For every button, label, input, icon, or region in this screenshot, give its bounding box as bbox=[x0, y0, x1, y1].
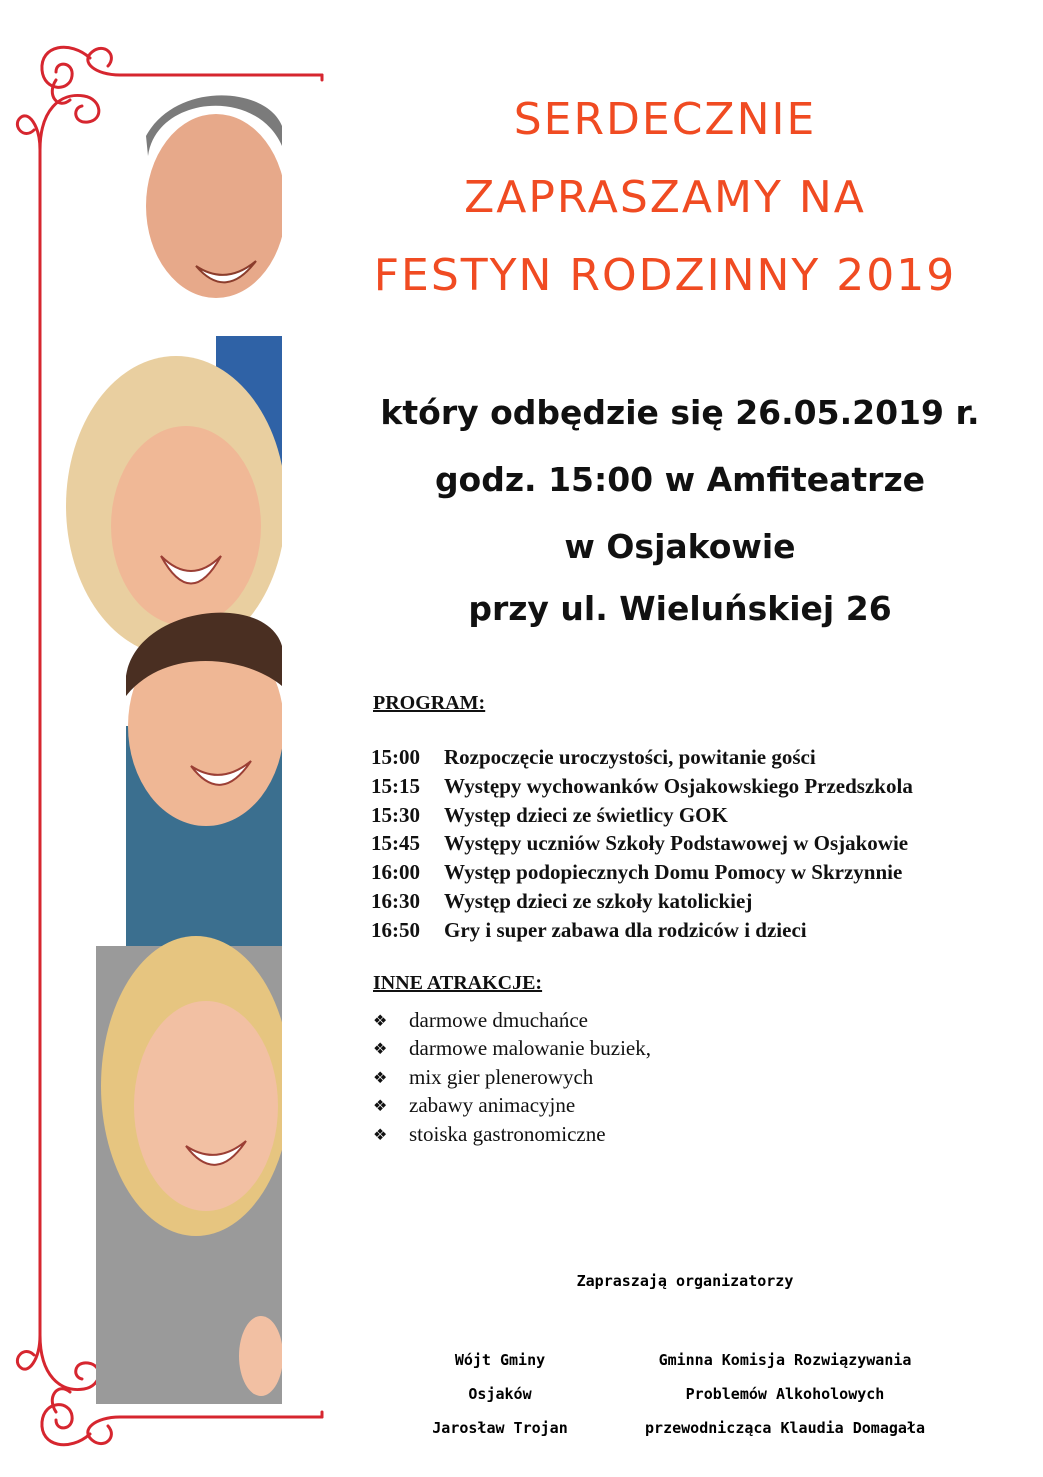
program-text: Występ dzieci ze szkoły katolickiej bbox=[444, 888, 753, 913]
program-time: 15:45 bbox=[371, 831, 420, 856]
program-text: Występ podopiecznych Domu Pomocy w Skrzynnie bbox=[444, 860, 903, 885]
program-item bbox=[371, 743, 913, 772]
attraction-text: mix gier plenerowych bbox=[409, 1064, 594, 1089]
signature-right-line: przewodnicząca Klaudia Domagała bbox=[645, 1419, 925, 1437]
attraction-item bbox=[373, 1063, 651, 1091]
program-item bbox=[371, 801, 913, 830]
program-time: 16:00 bbox=[371, 860, 420, 885]
program-text: Rozpoczęcie uroczystości, powitanie gości bbox=[444, 745, 816, 769]
program-text: Występy wychowanków Osjakowskiego Przedszkola bbox=[444, 773, 913, 798]
event-address: przy ul. Wieluńskiej 26 bbox=[468, 589, 892, 628]
program-time: 15:15 bbox=[371, 773, 420, 798]
headline-line-2: ZAPRASZAMY NA bbox=[464, 172, 866, 223]
diamond-bullet-icon: ❖ bbox=[373, 1126, 388, 1144]
signature-right-line: Problemów Alkoholowych bbox=[685, 1385, 885, 1403]
program-item bbox=[371, 887, 913, 916]
attraction-text: darmowe dmuchańce bbox=[409, 1008, 589, 1032]
family-photo bbox=[66, 86, 282, 1404]
program-time: 15:30 bbox=[371, 802, 420, 827]
program-time: 16:30 bbox=[371, 888, 420, 913]
signature-right-line: Gminna Komisja Rozwiązywania bbox=[658, 1351, 912, 1369]
program-item bbox=[371, 858, 913, 887]
program-item bbox=[371, 916, 913, 945]
attraction-item bbox=[373, 1006, 651, 1034]
diamond-bullet-icon: ❖ bbox=[373, 1069, 388, 1087]
diamond-bullet-icon: ❖ bbox=[373, 1098, 388, 1116]
attractions-list bbox=[373, 1006, 651, 1148]
headline-line-3: FESTYN RODZINNY 2019 bbox=[373, 250, 957, 301]
event-date: który odbędzie się 26.05.2019 r. bbox=[380, 393, 980, 432]
signature-right bbox=[620, 1343, 950, 1445]
event-town: w Osjakowie bbox=[564, 527, 796, 566]
attraction-item bbox=[373, 1091, 651, 1119]
diamond-bullet-icon: ❖ bbox=[373, 1041, 388, 1059]
signature-left-line: Jarosław Trojan bbox=[432, 1419, 568, 1437]
program-title: PROGRAM: bbox=[373, 692, 486, 714]
attraction-text: zabawy animacyjne bbox=[409, 1093, 576, 1118]
attraction-text: stoiska gastronomiczne bbox=[409, 1121, 606, 1146]
signature-left-line: Wójt Gminy bbox=[454, 1351, 546, 1369]
program-item bbox=[371, 829, 913, 858]
program-time: 16:50 bbox=[371, 917, 420, 942]
program-time: 15:00 bbox=[371, 745, 420, 769]
diamond-bullet-icon: ❖ bbox=[373, 1013, 388, 1030]
signature-left bbox=[400, 1343, 600, 1445]
signature-left-line: Osjaków bbox=[468, 1385, 532, 1403]
program-text: Występy uczniów Szkoły Podstawowej w Osjakowie bbox=[444, 831, 909, 856]
program-text: Gry i super zabawa dla rodziców i dzieci bbox=[444, 917, 807, 942]
event-time-place: godz. 15:00 w Amfiteatrze bbox=[434, 460, 926, 499]
attraction-text: darmowe malowanie buziek, bbox=[409, 1036, 651, 1061]
program-item bbox=[371, 772, 913, 801]
attractions-title: INNE ATRAKCJE: bbox=[373, 972, 543, 994]
attraction-item bbox=[373, 1120, 651, 1148]
program-text: Występ dzieci ze świetlicy GOK bbox=[444, 802, 728, 827]
attraction-item bbox=[373, 1034, 651, 1062]
headline-line-1: SERDECZNIE bbox=[513, 94, 817, 145]
organizers-title: Zapraszają organizatorzy bbox=[576, 1272, 794, 1290]
program-list bbox=[371, 743, 913, 945]
